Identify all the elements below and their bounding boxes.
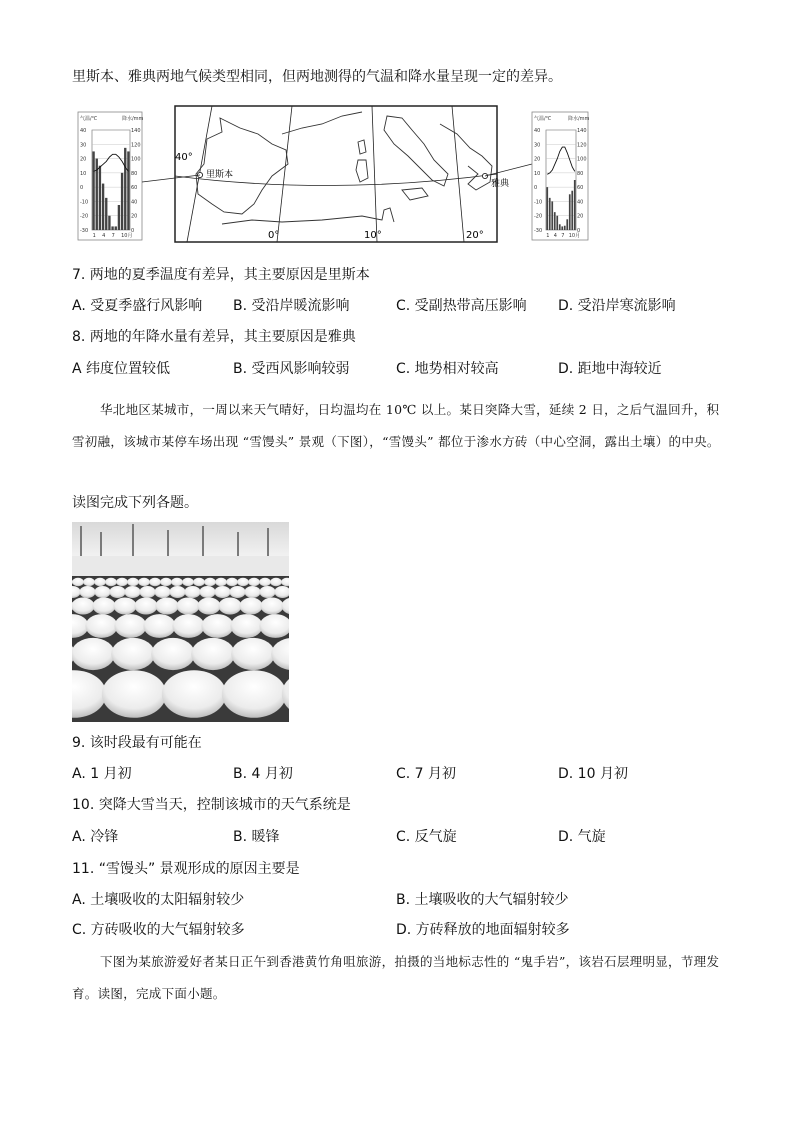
snow-bun (184, 586, 200, 598)
q11-option-a[interactable]: A. 土壤吸收的太阳辐射较少 (72, 892, 245, 908)
question-8-stem: 8. 两地的年降水量有差异，其主要原因是雅典 (72, 329, 356, 345)
lisbon-precip-bar (92, 151, 94, 230)
snow-bun (160, 578, 172, 587)
lisbon-precip-bar (124, 148, 126, 230)
athens-precip-tick: 140 (577, 128, 587, 134)
athens-precip-bar (546, 187, 548, 230)
q11-option-d[interactable]: D. 方砖释放的地面辐射较多 (396, 922, 570, 938)
snow-bun (72, 598, 95, 615)
lisbon-precip-bar (111, 226, 113, 230)
snow-bun (259, 578, 271, 587)
q8-option-c[interactable]: C. 地势相对较高 (396, 361, 499, 377)
q10-option-a[interactable]: A. 冷锋 (72, 829, 119, 845)
lon20-label: 20° (466, 230, 484, 241)
snow-bun (72, 638, 115, 670)
snow-bun (93, 598, 116, 615)
lisbon-precip-tick: 60 (131, 185, 138, 192)
athens-month-tick: 4 (553, 233, 557, 239)
athens-month-tick: 1 (546, 233, 550, 239)
lisbon-precip-tick: 80 (131, 170, 138, 177)
snow-bun (72, 578, 84, 587)
lisbon-precip-bar (105, 198, 107, 230)
athens-precip-bar (571, 191, 573, 230)
lisbon-temp-tick: 40 (80, 128, 87, 134)
snow-bun (237, 578, 249, 587)
snow-bun (226, 578, 238, 587)
snow-bun (259, 586, 275, 598)
passage-1-text: 华北地区某城市，一周以来天气晴好，日均温均在 10℃ 以上。某日突降大雪，延续 2 日，之后气温回升，积雪初融，该城市某停车场出现 “雪馒头” 景观（下图），“雪馒头” 都位于渗水方砖（中心空洞，露出土壤）的中央。 (72, 402, 720, 449)
snow-bun (139, 586, 155, 598)
athens-temp-tick: 30 (534, 142, 541, 149)
lisbon-precip-bar (118, 205, 120, 230)
lisbon-temp-tick: 10 (80, 170, 87, 177)
mediterranean-map (142, 106, 532, 242)
athens-climate-chart (532, 112, 590, 240)
lisbon-precip-tick: 0 (131, 228, 135, 234)
snow-bun (79, 586, 95, 598)
athens-precip-bar (561, 226, 563, 230)
snow-bun (222, 670, 286, 718)
q7-option-d[interactable]: D. 受沿岸寒流影响 (558, 298, 676, 314)
snow-bun (149, 578, 161, 587)
q7-option-a[interactable]: A. 受夏季盛行风影响 (72, 298, 203, 314)
athens-label: 雅典 (491, 179, 510, 189)
passage-2-text: 下图为某旅游爱好者某日正午到香港黄竹角咀旅游，拍摄的当地标志性的 “鬼手岩”，该岩石层理明显，节理发育。读图，完成下面小题。 (72, 954, 720, 1001)
snow-bun (219, 598, 242, 615)
snow-bun (169, 586, 185, 598)
snow-bun (270, 578, 282, 587)
lisbon-precip-bar (115, 226, 117, 230)
passage-ghost-hand-rock (72, 946, 722, 1010)
map-svg (72, 104, 590, 244)
athens-precip-bar (559, 224, 561, 230)
lisbon-precip-bar (121, 173, 123, 230)
athens-precip-bar (574, 180, 576, 230)
snow-bun (204, 578, 216, 587)
snow-bun (105, 578, 117, 587)
athens-temp-tick: -30 (534, 228, 543, 234)
lisbon-temp-tick: 30 (80, 142, 87, 149)
lisbon-precip-tick: 40 (131, 199, 138, 206)
lisbon-climate-chart (78, 112, 144, 240)
question-9-stem: 9. 该时段最有可能在 (72, 735, 202, 751)
lisbon-precip-tick: 20 (131, 213, 138, 220)
snow-bun (143, 614, 175, 638)
q9-option-b[interactable]: B. 4 月初 (233, 766, 293, 782)
athens-temp-tick: 40 (534, 128, 541, 134)
athens-precip-tick: 80 (577, 170, 584, 177)
lisbon-temp-tick: 20 (80, 156, 87, 163)
q7-option-c[interactable]: C. 受副热带高压影响 (396, 298, 527, 314)
snow-bun (261, 598, 284, 615)
intro-line: 里斯本、雅典两地气候类型相同，但两地测得的气温和降水量呈现一定的差异。 (72, 69, 562, 85)
snow-bun (177, 598, 200, 615)
question-10-stem: 10. 突降大雪当天，控制该城市的天气系统是 (72, 797, 351, 813)
snow-bun (156, 598, 179, 615)
lisbon-precip-tick: 100 (131, 156, 141, 163)
snow-bun (172, 614, 204, 638)
snow-bun (199, 586, 215, 598)
q11-option-b[interactable]: B. 土壤吸收的大气辐射较少 (396, 892, 569, 908)
snow-bun (191, 638, 235, 670)
snow-bun (214, 586, 230, 598)
athens-precip-tick: 20 (577, 213, 584, 220)
read-prompt: 读图完成下列各题。 (72, 495, 198, 511)
lisbon-temp-tick: -10 (80, 199, 89, 206)
q8-option-d[interactable]: D. 距地中海较近 (558, 361, 662, 377)
athens-temp-tick: -10 (534, 199, 543, 206)
athens-precip-tick: 100 (577, 156, 587, 163)
lisbon-label: 里斯本 (206, 170, 234, 180)
q11-option-c[interactable]: C. 方砖吸收的大气辐射较多 (72, 922, 245, 938)
snow-bun (248, 578, 260, 587)
passage-snow-steamed-buns (72, 394, 722, 458)
snow-bun (124, 586, 140, 598)
lisbon-month-tick: 10月 (121, 233, 133, 239)
athens-precip-tick: 120 (577, 142, 587, 149)
athens-temp-tick: 20 (534, 156, 541, 163)
lat40-label: 40° (175, 152, 193, 163)
lisbon-precip-bar (99, 166, 101, 230)
snow-bun (154, 586, 170, 598)
athens-precip-tick: 40 (577, 199, 584, 206)
question-7-stem: 7. 两地的夏季温度有差异，其主要原因是里斯本 (72, 267, 370, 283)
athens-precip-bar (569, 194, 571, 230)
lisbon-month-tick: 4 (102, 233, 106, 239)
snow-bun (94, 578, 106, 587)
snow-bun (114, 598, 137, 615)
lisbon-precip-tick: 140 (131, 128, 141, 134)
lisbon-temp-unit: 气温/℃ (80, 116, 98, 122)
lisbon-precip-bar (127, 151, 129, 230)
athens-temp-tick: 10 (534, 170, 541, 177)
athens-precip-tick: 0 (577, 228, 581, 234)
snow-bun (231, 638, 275, 670)
snow-bun (116, 578, 128, 587)
q10-option-c[interactable]: C. 反气旋 (396, 829, 457, 845)
snow-bun (111, 638, 155, 670)
athens-temp-tick: -20 (534, 213, 543, 220)
lisbon-precip-tick: 120 (131, 142, 141, 149)
snow-buns-photo (72, 522, 289, 722)
athens-precip-bar (566, 219, 568, 230)
snow-bun (201, 614, 233, 638)
q9-option-c[interactable]: C. 7 月初 (396, 766, 457, 782)
q10-option-b[interactable]: B. 暖锋 (233, 829, 280, 845)
athens-precip-bar (551, 201, 553, 230)
snow-bun (229, 586, 245, 598)
lon10-label: 10° (364, 230, 382, 241)
snow-bun (193, 578, 205, 587)
snow-bun (182, 578, 194, 587)
athens-temp-tick: 0 (534, 185, 538, 192)
athens-precip-bar (549, 198, 551, 230)
q10-option-d[interactable]: D. 气旋 (558, 829, 606, 845)
snow-bun (151, 638, 195, 670)
athens-precip-unit: 降水/mm (568, 116, 590, 122)
snow-bun (102, 670, 166, 718)
snow-bun (114, 614, 146, 638)
snow-bun (109, 586, 125, 598)
athens-month-tick: 7 (561, 233, 565, 239)
lisbon-temp-tick: 0 (80, 185, 84, 192)
snow-bun (215, 578, 227, 587)
lisbon-precip-unit: 降水/mm (122, 116, 144, 122)
q8-option-a[interactable]: A 纬度位置较低 (72, 361, 171, 377)
athens-temp-unit: 气温/℃ (534, 116, 552, 122)
snow-bun (127, 578, 139, 587)
snow-bun (85, 614, 117, 638)
snow-bun (244, 586, 260, 598)
lisbon-month-tick: 7 (111, 233, 115, 239)
q9-option-a[interactable]: A. 1 月初 (72, 766, 132, 782)
athens-precip-bar (564, 226, 566, 230)
lisbon-month-tick: 1 (92, 233, 96, 239)
snow-bun (171, 578, 183, 587)
athens-precip-bar (556, 216, 558, 230)
lon0-label: 0° (268, 230, 280, 241)
lisbon-precip-bar (108, 216, 110, 230)
athens-precip-bar (554, 212, 556, 230)
question-11-stem: 11. “雪馒头” 景观形成的原因主要是 (72, 861, 300, 877)
lisbon-temp-tick: -20 (80, 213, 89, 220)
snow-bun (94, 586, 110, 598)
lisbon-precip-bar (102, 184, 104, 230)
snow-bun (135, 598, 158, 615)
q8-option-b[interactable]: B. 受西风影响较弱 (233, 361, 350, 377)
q9-option-d[interactable]: D. 10 月初 (558, 766, 628, 782)
snow-bun (83, 578, 95, 587)
snow-bun (230, 614, 262, 638)
athens-month-tick: 10月 (568, 233, 581, 239)
athens-precip-tick: 60 (577, 185, 584, 192)
lisbon-temp-tick: -30 (80, 228, 89, 234)
snow-bun (162, 670, 226, 718)
snow-bun (138, 578, 150, 587)
snow-bun (198, 598, 221, 615)
snow-bun (240, 598, 263, 615)
climate-map-figure (72, 104, 590, 244)
q7-option-b[interactable]: B. 受沿岸暖流影响 (233, 298, 350, 314)
